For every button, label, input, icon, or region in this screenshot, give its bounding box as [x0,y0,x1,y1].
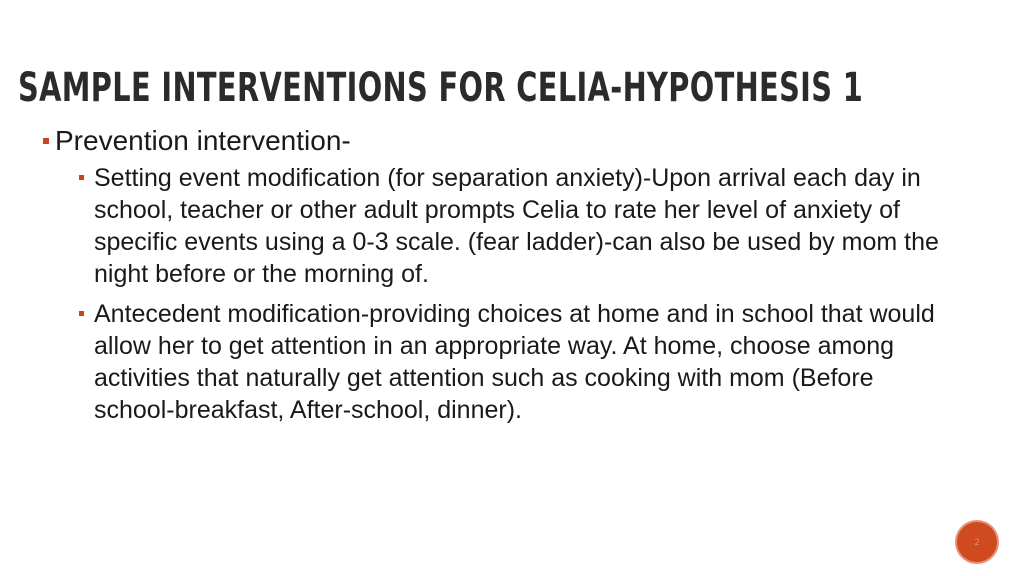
sub-bullet-text: Setting event modification (for separation anxiety)-Upon arrival each day in school, teacher or other adult prompts Celia to rate her level of anxiety of specific events using a 0-3 scale. (fear ladder)-can also be used by mom the night before or the morning of. [94,164,939,288]
slide-number-text: 2 [974,537,980,547]
slide-number-badge [957,522,997,562]
square-bullet-icon [43,138,49,144]
sub-bullet-item-antecedent [77,298,940,426]
bullet-text: Prevention intervention- [55,125,351,156]
bullet-item-prevention [40,124,940,426]
bullet-list [40,124,940,434]
square-bullet-icon [79,311,84,316]
square-bullet-icon [79,175,84,180]
sub-bullet-item-setting-event [77,162,940,290]
slide-title: SAMPLE INTERVENTIONS FOR CELIA-HYPOTHESIS 1 [18,65,864,111]
sub-bullet-text: Antecedent modification-providing choices at home and in school that would allow her to get attention in an appropriate way. At home, choose among activities that naturally get attention such as cooking with mom (Before school-breakfast, After-school, dinner). [94,300,935,424]
sub-bullet-list [55,162,940,426]
